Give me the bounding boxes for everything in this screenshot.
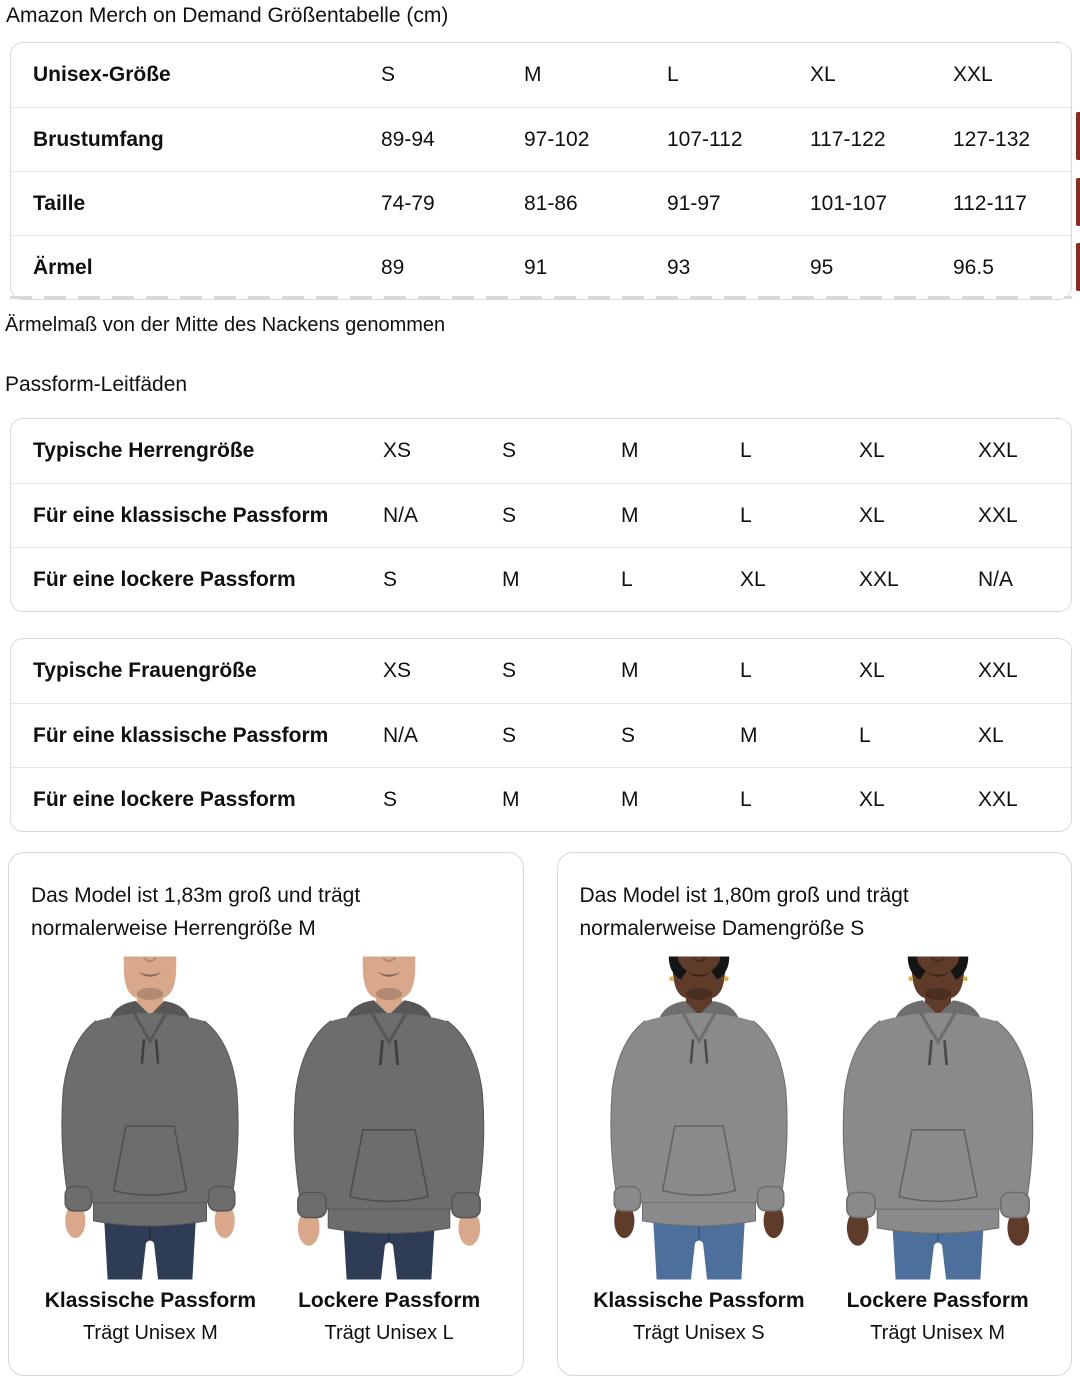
fit-type-label: Klassische Passform [44, 1289, 257, 1312]
hoodie-model-illustration [827, 953, 1049, 1283]
size-cell: N/A [383, 503, 419, 527]
table-row [11, 43, 1071, 107]
table-row[interactable] [11, 767, 1071, 831]
size-cell: M [621, 659, 639, 682]
size-cell: L [621, 567, 633, 591]
size-cell: XS [383, 439, 412, 462]
size-cell: M [502, 787, 520, 811]
size-cell: 81-86 [524, 191, 578, 215]
table-row[interactable] [11, 547, 1071, 611]
size-cell: 97-102 [524, 127, 590, 151]
size-cell: XXL [978, 659, 1018, 682]
size-cell: 127-132 [953, 127, 1031, 151]
model-photo-classic-fit [31, 953, 270, 1345]
size-cell: M [502, 567, 520, 591]
size-cell: XL [859, 503, 885, 527]
hoodie-model-illustration [278, 953, 500, 1283]
row-label: Taille [33, 191, 86, 215]
row-label: Typische Frauengröße [33, 659, 257, 682]
model-photo-loose-fit [818, 953, 1057, 1345]
size-cell: M [621, 787, 639, 811]
size-cell: 107-112 [667, 127, 743, 151]
size-cell: S [621, 723, 636, 747]
table-row[interactable] [11, 483, 1071, 547]
dashed-divider [10, 296, 1072, 299]
size-cell: XL [859, 439, 885, 462]
table-row[interactable] [11, 107, 1071, 171]
row-label: Für eine klassische Passform [33, 723, 329, 747]
model-description: Das Model ist 1,80m groß und trägt normalerweise Damengröße S [579, 884, 909, 940]
size-cell: XL [978, 723, 1004, 747]
model-cards [8, 852, 1072, 1376]
row-label: Für eine klassische Passform [33, 503, 329, 527]
size-cell: XXL [978, 787, 1018, 811]
size-cell: M [740, 723, 758, 747]
size-cell: N/A [978, 567, 1014, 591]
table-row[interactable] [11, 235, 1071, 299]
wears-size-label: Trägt Unisex M [870, 1322, 1006, 1344]
size-cell: 101-107 [810, 191, 888, 215]
row-label: Typische Herrengröße [33, 439, 255, 462]
wears-size-label: Trägt Unisex M [82, 1322, 218, 1344]
row-label: Ärmel [33, 255, 93, 279]
size-cell: S [383, 567, 398, 591]
size-cell: L [740, 439, 752, 462]
table-row[interactable] [11, 419, 1071, 483]
size-cell: XXL [953, 63, 993, 86]
row-label: Für eine lockere Passform [33, 787, 296, 811]
model-photo-loose-fit [270, 953, 509, 1345]
size-cell: XS [383, 659, 412, 682]
size-cell: S [383, 787, 398, 811]
wears-size-label: Trägt Unisex S [633, 1322, 765, 1344]
size-cell: XL [810, 63, 836, 86]
row-label: Für eine lockere Passform [33, 567, 296, 591]
size-cell: N/A [383, 723, 419, 747]
fit-type-label: Lockere Passform [846, 1289, 1029, 1312]
size-cell: 96.5 [953, 255, 994, 279]
size-cell: XXL [859, 567, 899, 591]
row-label: Brustumfang [33, 127, 164, 151]
size-cell: M [524, 63, 542, 86]
size-cell: 89 [381, 255, 405, 279]
fit-type-label: Klassische Passform [593, 1289, 805, 1312]
size-cell: 74-79 [381, 191, 435, 215]
sleeve-measure-note: Ärmelmaß von der Mitte des Nackens genommen [5, 314, 446, 336]
size-cell: XL [859, 787, 885, 811]
size-cell: L [740, 659, 752, 682]
table-row[interactable] [11, 171, 1071, 235]
size-cell: L [740, 787, 752, 811]
fit-guides-heading: Passform-Leitfäden [5, 373, 188, 396]
table-row[interactable] [11, 639, 1071, 703]
size-cell: 93 [667, 255, 691, 279]
row-scrollbar-thumb[interactable] [1076, 112, 1080, 160]
unisex-size-table [10, 42, 1072, 300]
model-description: Das Model ist 1,83m groß und trägt normalerweise Herrengröße M [31, 884, 361, 940]
size-cell: L [740, 503, 752, 527]
hoodie-model-illustration [588, 953, 810, 1283]
size-cell: S [502, 659, 517, 682]
size-cell: XL [859, 659, 885, 682]
row-scrollbar-thumb[interactable] [1076, 243, 1080, 291]
hoodie-model-illustration [39, 953, 261, 1283]
size-cell: 89-94 [381, 127, 435, 151]
female-model-card [557, 852, 1073, 1376]
male-model-card [8, 852, 524, 1376]
size-cell: 95 [810, 255, 834, 279]
table-row[interactable] [11, 703, 1071, 767]
men-fit-table [10, 418, 1072, 612]
size-cell: 117-122 [810, 127, 886, 151]
size-cell: XXL [978, 439, 1018, 462]
size-cell: S [502, 503, 517, 527]
row-label: Unisex-Größe [33, 63, 171, 86]
size-cell: S [381, 63, 396, 86]
size-cell: XXL [978, 503, 1018, 527]
size-cell: L [667, 63, 679, 86]
fit-type-label: Lockere Passform [298, 1289, 481, 1312]
row-scrollbar-thumb[interactable] [1076, 178, 1080, 226]
page-title: Amazon Merch on Demand Größentabelle (cm) [6, 4, 449, 27]
size-cell: 112-117 [953, 191, 1027, 215]
size-cell: 91 [524, 255, 548, 279]
size-cell: XL [740, 567, 766, 591]
size-cell: 91-97 [667, 191, 721, 215]
size-cell: L [859, 723, 871, 747]
size-cell: S [502, 439, 517, 462]
size-cell: S [502, 723, 517, 747]
women-fit-table [10, 638, 1072, 832]
model-photo-classic-fit [580, 953, 819, 1345]
size-cell: M [621, 439, 639, 462]
wears-size-label: Trägt Unisex L [324, 1322, 454, 1344]
size-cell: M [621, 503, 639, 527]
